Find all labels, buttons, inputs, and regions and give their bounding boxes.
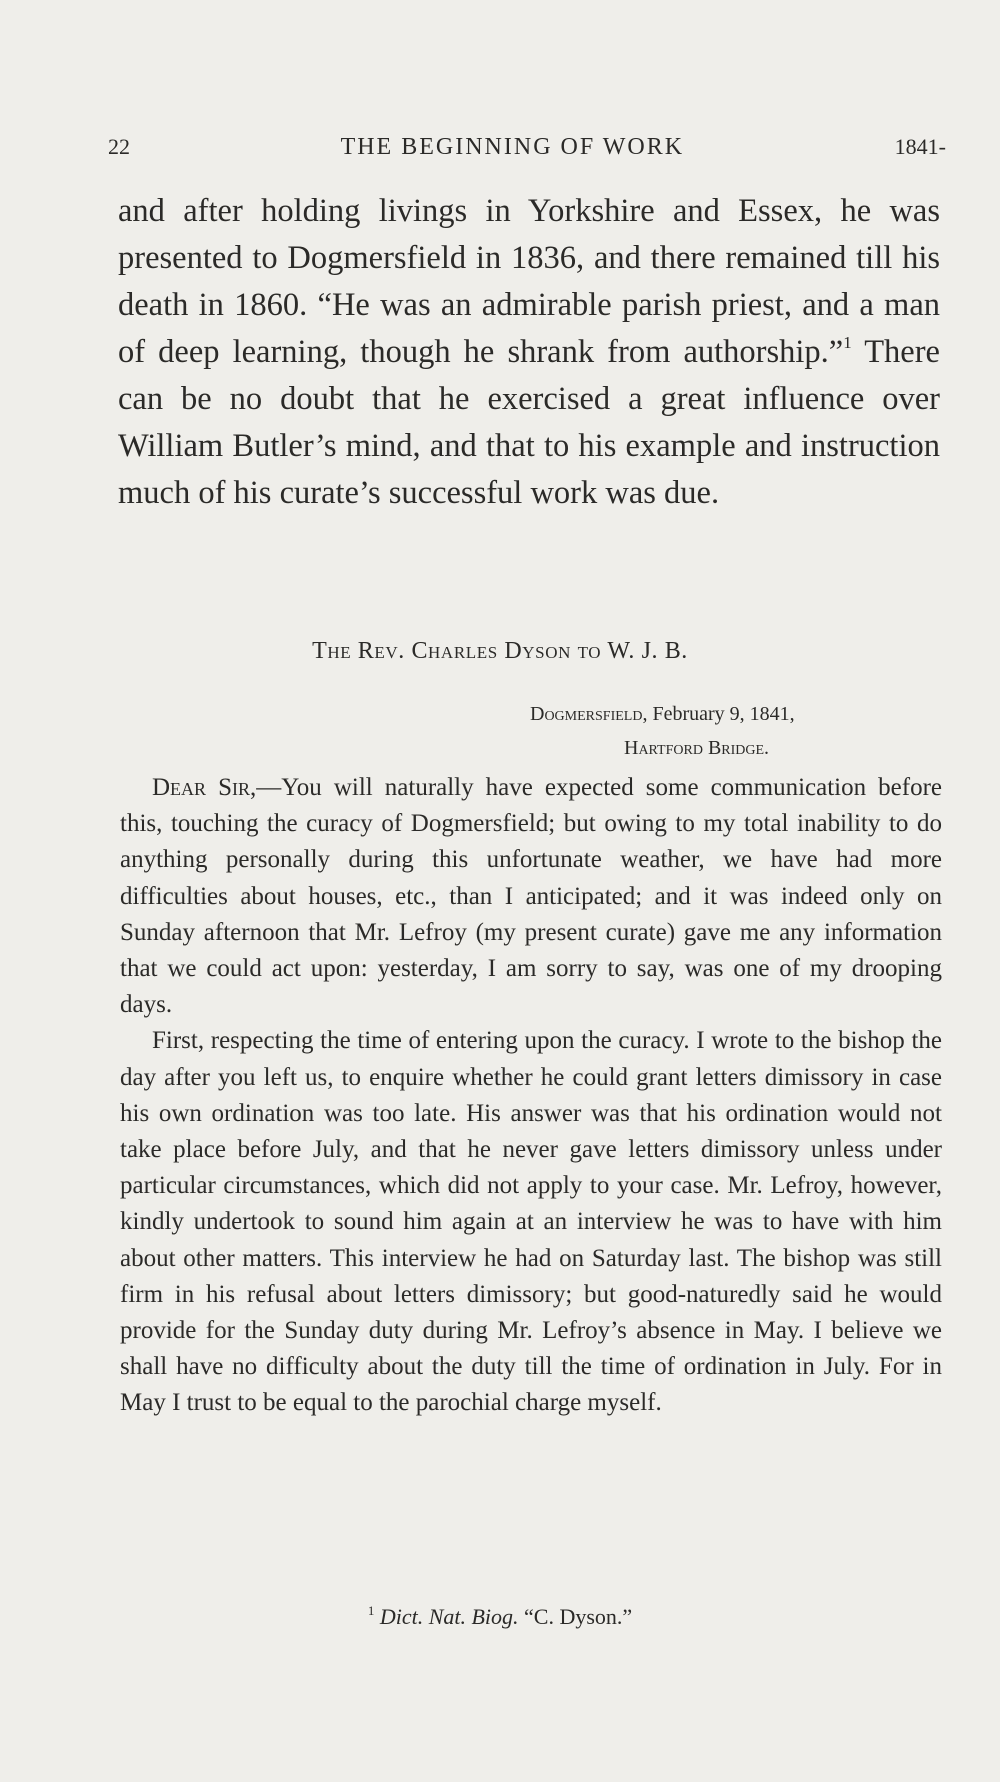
letter-dateline: [530, 697, 920, 765]
running-year: 1841-: [894, 134, 946, 159]
dateline-date: , February 9, 1841,: [642, 703, 795, 725]
letter-paragraph: First, respecting the time of entering upon the curacy. I wrote to the bishop the day after you left us, to enquire whether he could grant letters dimissory in case his own ordination was too late. His answer was that his ordination would not take place before July, and that he never gave letters dimissory unless under particular circumstances, which did not apply to your case. Mr. Lefroy, however, kindly undertook to sound him again at an interview he was to have with him about other matters. This interview he had on Saturday last. The bishop was still firm in his refusal about letters dimissory; but good-naturedly said he would provide for the Sunday duty during Mr. Lefroy’s absence in May. I believe we shall have no difficulty about the duty till the time of ordination in July. For in May I trust to be equal to the parochial charge myself.: [120, 1027, 942, 1417]
intro-text-b: There can be no doubt that he exercised a great influence over William Butler’s mind, and that to his example and instruction much of his curate’s successful work was due.: [118, 334, 940, 511]
dateline-address: Hartford Bridge.: [624, 737, 770, 759]
footnote-marker: 1: [367, 1603, 375, 1618]
footnote-source: Dict. Nat. Biog.: [379, 1604, 519, 1629]
running-title: THE BEGINNING OF WORK: [340, 134, 685, 160]
dateline-place: Dogmersfield: [530, 703, 643, 725]
intro-paragraph: [118, 188, 940, 517]
letter-body: [120, 770, 942, 1422]
letter-paragraph: [120, 770, 942, 1023]
letter-heading: The Rev. Charles Dyson to W. J. B.: [312, 638, 688, 664]
footnote-reference: 1: [843, 333, 852, 352]
footnote: [0, 1604, 1000, 1630]
running-head: [108, 134, 946, 168]
letter-paragraph-1-text: —You will naturally have expected some communication before this, touching the curacy of Dogmersfield; but owing to my total inability to do anything personally during this unfortunate weather, we have had more difficulties about houses, etc., than I anticipated; and it was indeed only on Sunday afternoon that Mr. Lefroy (my present curate) gave me any information that we could act upon: yesterday, I am sorry to say, was one of my drooping days.: [120, 774, 942, 1019]
footnote-entry: “C. Dyson.”: [518, 1604, 633, 1629]
letter-salutation: Dear Sir,: [152, 774, 257, 801]
page-number: 22: [108, 134, 130, 159]
intro-text-a: and after holding livings in Yorkshire and Essex, he was presented to Dogmersfield in 1836, and there remained till his death in 1860. “He was an admirable parish priest, and a man of deep learning, though he shrank from authorship.”: [118, 193, 940, 370]
